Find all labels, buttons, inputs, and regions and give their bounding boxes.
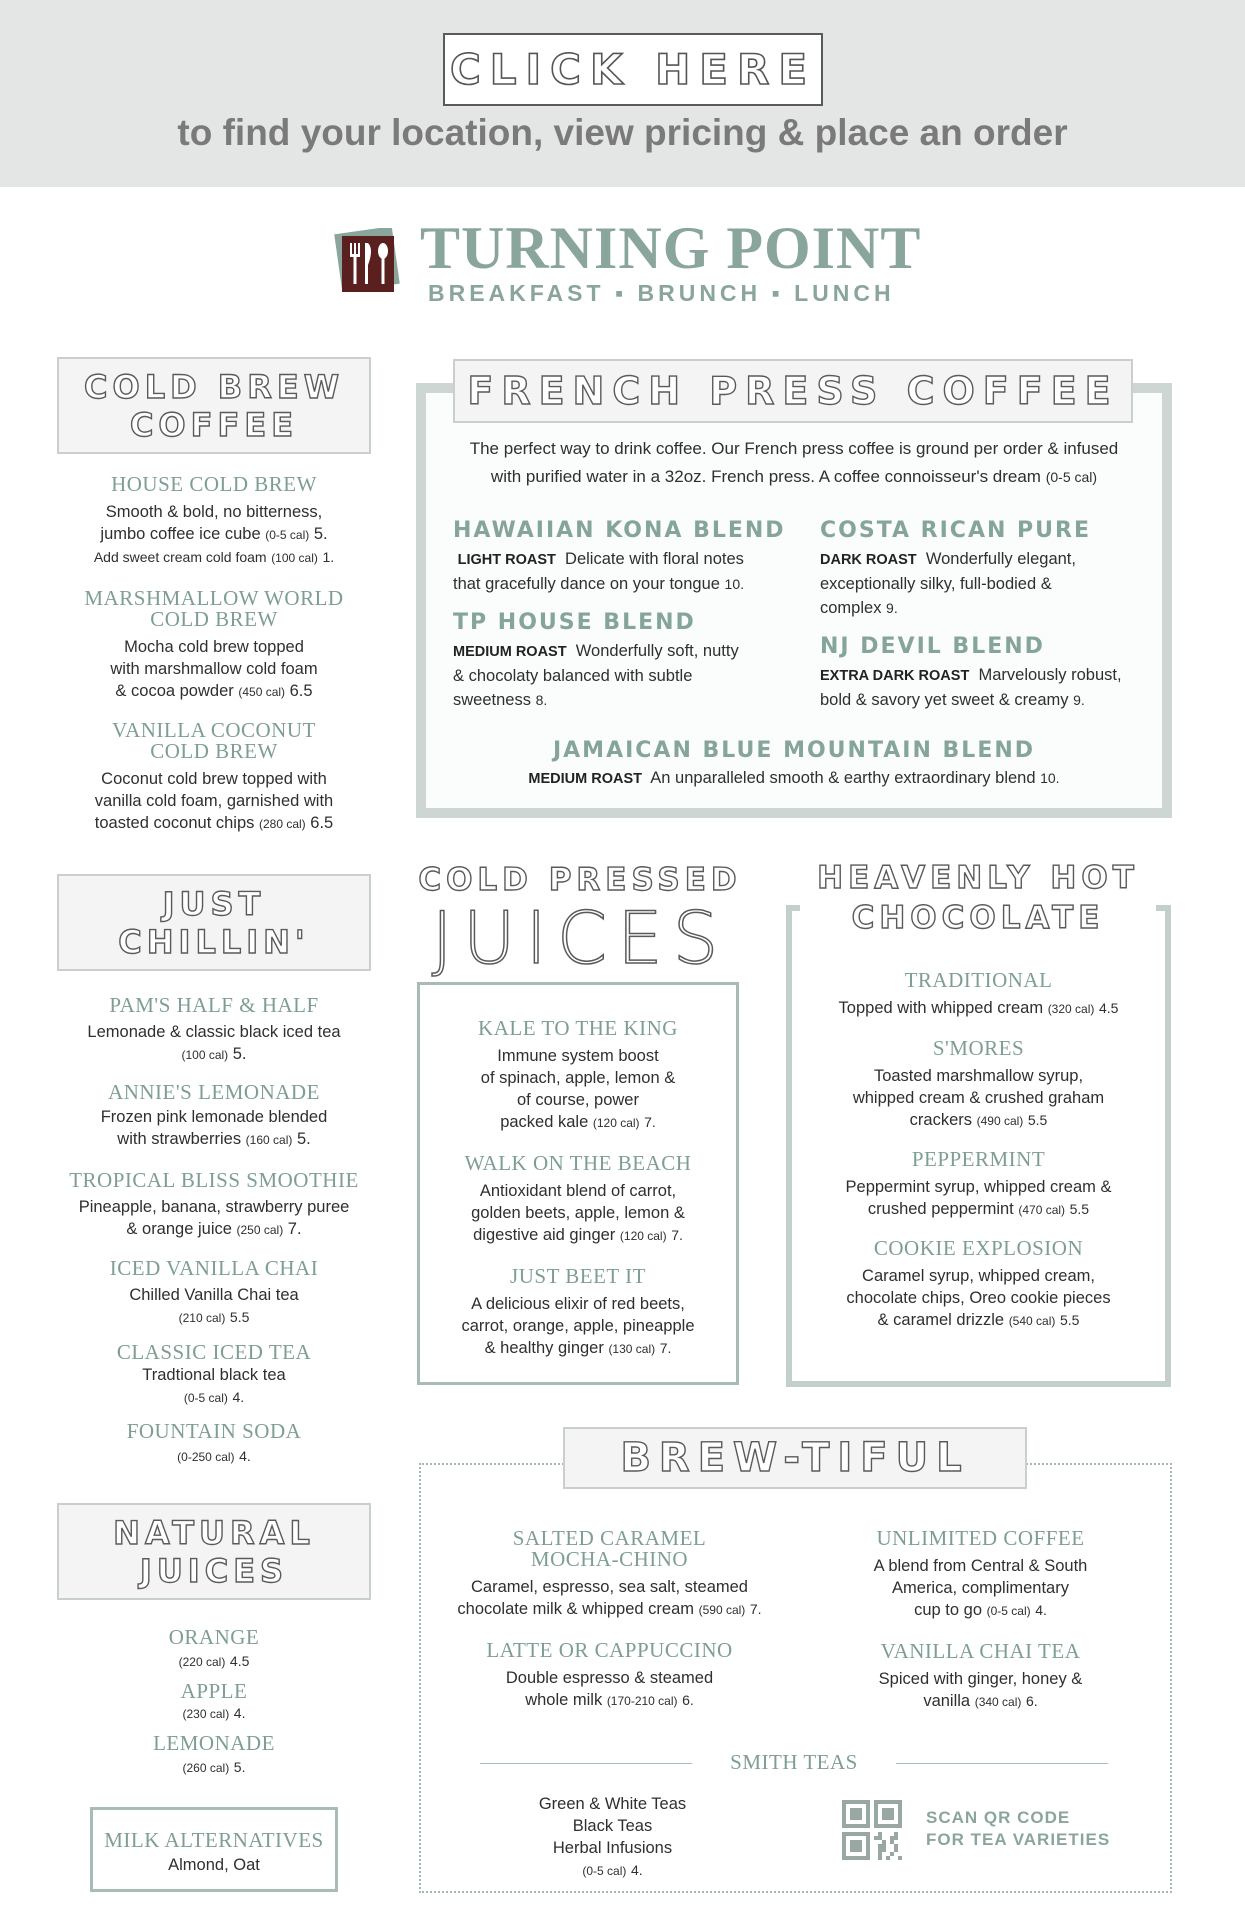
- hot-chocolate-heading-line1: HEAVENLY HOT: [817, 860, 1139, 896]
- hot-chocolate-heading: [800, 858, 1156, 938]
- natural-juices-heading-line1: NATURAL: [113, 1513, 315, 1552]
- blend-name: TP HOUSE BLEND: [453, 610, 696, 635]
- blend-tp-house: [453, 610, 803, 712]
- item-calories: (220 cal): [178, 1655, 226, 1669]
- just-chillin-heading: [57, 874, 371, 971]
- blend-desc: & chocolaty balanced with subtle: [453, 667, 693, 685]
- brewtiful-heading: [563, 1427, 1027, 1489]
- item-price: 4.: [232, 1389, 245, 1405]
- just-chillin-heading-line1: JUST: [162, 884, 266, 923]
- item-calories: (0-5 cal): [183, 1391, 228, 1405]
- item-desc: crushed peppermint: [867, 1200, 1014, 1218]
- smith-teas-title: SMITH TEAS: [730, 1750, 858, 1774]
- blend-hawaiian-kona: [453, 518, 803, 596]
- item-calories: (280 cal): [258, 817, 306, 831]
- just-chillin-heading-line2: CHILLIN': [118, 922, 310, 961]
- item-price: 5.5: [229, 1309, 250, 1325]
- natural-juices-heading: [57, 1503, 371, 1600]
- item-name: ICED VANILLA CHAI: [109, 1256, 319, 1280]
- item-name: SALTED CARAMEL: [512, 1526, 707, 1550]
- item-price: 4.5: [1098, 1000, 1119, 1016]
- blend-desc: sweetness: [453, 691, 531, 709]
- item-calories: (250 cal): [236, 1223, 284, 1237]
- item-calories: (540 cal): [1008, 1314, 1056, 1328]
- item-desc: Caramel, espresso, sea salt, steamed: [471, 1578, 748, 1596]
- item-desc: & caramel drizzle: [877, 1311, 1005, 1329]
- item-calories: (120 cal): [619, 1229, 667, 1243]
- cold-brew-heading-line1: COLD BREW: [84, 367, 344, 406]
- item-desc: whipped cream & crushed graham: [852, 1089, 1105, 1107]
- blend-desc: Marvelously robust,: [978, 666, 1122, 684]
- roast-level: MEDIUM ROAST: [453, 644, 567, 660]
- item-desc: Lemonade & classic black iced tea: [87, 1023, 341, 1041]
- item-price: 7.: [659, 1340, 672, 1356]
- item-desc: with marshmallow cold foam: [110, 660, 318, 678]
- menu-item-tropical-bliss: [57, 1170, 371, 1241]
- blend-name: COSTA RICAN PURE: [820, 518, 1092, 543]
- item-desc: Double espresso & steamed: [505, 1669, 714, 1687]
- item-name: JUST BEET IT: [510, 1264, 646, 1288]
- menu-item-pams-half-half: [57, 995, 371, 1066]
- blend-desc: complex: [820, 599, 882, 617]
- item-price: 4.: [239, 1448, 251, 1464]
- item-price: 5.: [232, 1045, 247, 1063]
- intro-line: with purified water in a 32oz. French press. A coffee connoisseur's dream: [490, 467, 1041, 486]
- menu-item-vanilla-coconut: [57, 720, 371, 835]
- click-here-label: CLICK HERE: [449, 45, 817, 94]
- item-name: MOCHA-CHINO: [530, 1547, 689, 1571]
- tea-line: Green & White Teas: [538, 1795, 687, 1813]
- menu-item-just-beet-it: [420, 1266, 736, 1360]
- item-price: 5.5: [1059, 1312, 1080, 1328]
- item-desc: digestive aid ginger: [473, 1226, 616, 1244]
- item-desc: cup to go: [914, 1601, 982, 1619]
- item-calories: (0-5 cal): [986, 1604, 1031, 1618]
- blend-desc: An unparalleled smooth & earthy extraordinary blend: [650, 769, 1036, 787]
- item-name: FOUNTAIN SODA: [126, 1419, 302, 1443]
- juices-heading-big: JUICES: [431, 896, 729, 980]
- item-name: PAM'S HALF & HALF: [109, 993, 319, 1017]
- menu-item-apple: [57, 1681, 371, 1725]
- blend-jamaican-blue-mountain: [436, 738, 1152, 790]
- item-desc: toasted coconut chips: [94, 814, 255, 832]
- item-name: WALK ON THE BEACH: [464, 1151, 692, 1175]
- item-desc: Peppermint syrup, whipped cream &: [845, 1178, 1112, 1196]
- blend-name: NJ DEVIL BLEND: [820, 634, 1045, 659]
- item-name: CLASSIC ICED TEA: [116, 1340, 312, 1364]
- item-name: S'MORES: [932, 1036, 1025, 1060]
- item-calories: (100 cal): [271, 551, 318, 565]
- item-price: 5.: [313, 525, 328, 543]
- item-calories: (490 cal): [976, 1114, 1024, 1128]
- blend-price: 9.: [886, 600, 898, 616]
- item-calories: (340 cal): [974, 1695, 1022, 1709]
- blend-costa-rican: [820, 518, 1160, 620]
- item-calories: (470 cal): [1018, 1203, 1066, 1217]
- milk-alternatives-box: [90, 1807, 338, 1892]
- item-price: 5.5: [1069, 1201, 1090, 1217]
- smith-teas-list: [490, 1793, 735, 1882]
- menu-item-smores: [792, 1038, 1165, 1132]
- item-desc: & healthy ginger: [484, 1339, 604, 1357]
- item-name: HOUSE COLD BREW: [111, 472, 317, 496]
- item-desc: Smooth & bold, no bitterness,: [105, 503, 323, 521]
- item-desc: jumbo coffee ice cube: [100, 525, 261, 543]
- item-desc: vanilla: [923, 1692, 971, 1710]
- qr-code-icon[interactable]: [842, 1800, 902, 1860]
- blend-desc: Delicate with floral notes: [565, 550, 744, 568]
- brand-name: TURNING POINT: [420, 215, 922, 281]
- item-name: APPLE: [180, 1679, 248, 1703]
- item-name: PEPPERMINT: [911, 1147, 1046, 1171]
- item-desc: chocolate milk & whipped cream: [457, 1600, 695, 1618]
- item-desc: Coconut cold brew topped with: [101, 770, 327, 788]
- item-desc: Immune system boost: [497, 1047, 659, 1065]
- item-calories: (0-5 cal): [582, 1864, 627, 1878]
- item-name: LATTE OR CAPPUCCINO: [486, 1638, 733, 1662]
- menu-item-kale-to-the-king: [420, 1018, 736, 1134]
- item-name: MILK ALTERNATIVES: [104, 1828, 324, 1852]
- item-calories: (170-210 cal): [606, 1694, 678, 1708]
- item-calories: (230 cal): [182, 1707, 230, 1721]
- menu-item-cookie-explosion: [792, 1238, 1165, 1332]
- blend-desc: exceptionally silky, full-bodied &: [820, 575, 1052, 593]
- menu-item-traditional: [792, 970, 1165, 1020]
- item-name: TRADITIONAL: [904, 968, 1053, 992]
- tea-line: Black Teas: [572, 1817, 653, 1835]
- item-desc: Spiced with ginger, honey &: [878, 1670, 1083, 1688]
- blend-desc: that gracefully dance on your tongue: [453, 575, 720, 593]
- item-price: 7.: [671, 1227, 683, 1243]
- blend-nj-devil: [820, 634, 1165, 712]
- fork-knife-spoon-icon: [332, 228, 402, 296]
- menu-item-salted-caramel-mocha-chino: [432, 1528, 787, 1621]
- tea-divider-right: [896, 1763, 1108, 1764]
- blend-name: JAMAICAN BLUE MOUNTAIN BLEND: [552, 738, 1036, 763]
- item-calories: (450 cal): [238, 685, 286, 699]
- item-price: 4.: [1035, 1602, 1047, 1618]
- blend-price: 8.: [535, 692, 548, 708]
- item-price: 4.5: [229, 1653, 250, 1669]
- item-desc: America, complimentary: [892, 1579, 1069, 1597]
- item-name: ANNIE'S LEMONADE: [108, 1080, 320, 1104]
- menu-item-classic-iced-tea: [57, 1342, 371, 1409]
- item-desc: carrot, orange, apple, pineapple: [461, 1317, 695, 1335]
- item-name: VANILLA COCONUT: [112, 718, 316, 742]
- menu-item-iced-vanilla-chai: [57, 1258, 371, 1329]
- menu-item-lemonade: [57, 1733, 371, 1779]
- item-name: VANILLA CHAI TEA: [880, 1639, 1081, 1663]
- item-price: 5.: [296, 1130, 311, 1148]
- item-price: 6.: [1025, 1693, 1038, 1709]
- item-name: UNLIMITED COFFEE: [876, 1526, 1085, 1550]
- item-calories: (320 cal): [1047, 1002, 1095, 1016]
- item-desc: Antioxidant blend of carrot,: [479, 1182, 677, 1200]
- item-calories: (0-250 cal): [177, 1450, 235, 1464]
- item-desc: Tradtional black tea: [142, 1366, 286, 1384]
- item-price: 5.5: [1027, 1112, 1048, 1128]
- menu-item-orange: [57, 1627, 371, 1673]
- menu-item-peppermint: [792, 1149, 1165, 1221]
- item-desc: Add sweet cream cold foam: [93, 549, 267, 565]
- item-calories: (100 cal): [181, 1048, 229, 1062]
- cold-brew-heading-line2: COFFEE: [129, 405, 299, 444]
- item-desc: A blend from Central & South: [873, 1557, 1088, 1575]
- menu-item-fountain-soda: [57, 1421, 371, 1468]
- french-press-heading: [453, 359, 1133, 423]
- tea-divider-left: [480, 1763, 692, 1764]
- brewtiful-heading-text: BREW-TIFUL: [620, 1435, 970, 1481]
- roast-level: MEDIUM ROAST: [528, 771, 643, 787]
- item-desc: crackers: [909, 1111, 972, 1129]
- item-name: LEMONADE: [153, 1731, 275, 1755]
- item-desc: Caramel syrup, whipped cream,: [862, 1267, 1095, 1285]
- qr-label-line: FOR TEA VARIETIES: [926, 1830, 1111, 1849]
- item-price: 5.: [233, 1759, 246, 1775]
- natural-juices-heading-line2: JUICES: [139, 1551, 289, 1590]
- blend-price: 9.: [1073, 692, 1085, 708]
- item-name: ORANGE: [168, 1625, 260, 1649]
- item-desc: Pineapple, banana, strawberry puree: [78, 1198, 350, 1216]
- item-desc: packed kale: [500, 1113, 589, 1131]
- item-calories: (160 cal): [245, 1133, 293, 1147]
- menu-item-house-cold-brew: [57, 474, 371, 569]
- qr-label-line: SCAN QR CODE: [926, 1808, 1071, 1827]
- item-calories: (590 cal): [698, 1603, 746, 1617]
- item-desc: A delicious elixir of red beets,: [471, 1295, 685, 1313]
- blend-desc: Wonderfully soft, nutty: [575, 642, 739, 660]
- item-desc: with strawberries: [117, 1130, 242, 1148]
- item-price: 6.: [682, 1692, 694, 1708]
- french-press-heading-text: FRENCH PRESS COFFEE: [467, 369, 1119, 413]
- blend-price: 10.: [724, 576, 744, 592]
- item-name: KALE TO THE KING: [478, 1016, 678, 1040]
- item-price: 4.: [630, 1862, 643, 1878]
- menu-item-latte-or-cappuccino: [432, 1640, 787, 1712]
- item-calories: (130 cal): [608, 1342, 656, 1356]
- cold-brew-heading: [57, 357, 371, 454]
- item-desc: Frozen pink lemonade blended: [100, 1108, 328, 1126]
- roast-level: DARK ROAST: [820, 552, 917, 568]
- item-calories: (260 cal): [182, 1761, 230, 1775]
- menu-item-walk-on-the-beach: [420, 1153, 736, 1247]
- item-desc: chocolate chips, Oreo cookie pieces: [846, 1289, 1111, 1307]
- item-desc: Almond, Oat: [168, 1856, 260, 1874]
- item-desc: & orange juice: [126, 1220, 232, 1238]
- banner-subtitle[interactable]: to find your location, view pricing & place an order: [177, 112, 1068, 153]
- brand-tagline: BREAKFAST ▪ BRUNCH ▪ LUNCH: [428, 280, 895, 306]
- french-press-intro: [436, 435, 1152, 491]
- item-desc: vanilla cold foam, garnished with: [94, 792, 334, 810]
- item-name: COOKIE EXPLOSION: [873, 1236, 1084, 1260]
- item-desc: Toasted marshmallow syrup,: [873, 1067, 1084, 1085]
- roast-level: LIGHT ROAST: [457, 552, 556, 568]
- blend-price: 10.: [1040, 770, 1060, 786]
- item-price: 7.: [644, 1114, 656, 1130]
- item-desc: & cocoa powder: [115, 682, 234, 700]
- item-name: COLD BREW: [150, 607, 278, 631]
- item-price: 6.5: [310, 814, 334, 832]
- blend-desc: Wonderfully elegant,: [925, 550, 1076, 568]
- item-calories: (0-5 cal): [265, 528, 310, 542]
- item-desc: of spinach, apple, lemon &: [480, 1069, 676, 1087]
- intro-calories: (0-5 cal): [1045, 469, 1098, 485]
- item-name: COLD BREW: [150, 739, 278, 763]
- item-calories: (210 cal): [178, 1311, 226, 1325]
- item-desc: whole milk: [525, 1691, 603, 1709]
- item-price: 7.: [287, 1220, 302, 1238]
- item-desc: Mocha cold brew topped: [124, 638, 304, 656]
- item-name: TROPICAL BLISS SMOOTHIE: [69, 1168, 359, 1192]
- item-price: 4.: [233, 1705, 246, 1721]
- menu-item-vanilla-chai-tea: [808, 1641, 1153, 1713]
- juices-heading-top: COLD PRESSED: [418, 862, 742, 898]
- item-desc: Topped with whipped cream: [838, 999, 1044, 1017]
- menu-item-unlimited-coffee: [808, 1528, 1153, 1622]
- hot-chocolate-heading-line2: CHOCOLATE: [851, 900, 1105, 936]
- item-desc: of course, power: [517, 1091, 639, 1109]
- menu-item-annies-lemonade: [57, 1082, 371, 1151]
- item-desc: Chilled Vanilla Chai tea: [129, 1286, 299, 1304]
- click-here-button[interactable]: [443, 33, 823, 106]
- tea-line: Herbal Infusions: [552, 1839, 673, 1857]
- qr-label: [926, 1807, 1110, 1851]
- item-calories: (120 cal): [592, 1116, 640, 1130]
- roast-level: EXTRA DARK ROAST: [820, 668, 970, 684]
- intro-line: The perfect way to drink coffee. Our French press coffee is ground per order & infused: [469, 439, 1119, 458]
- blend-desc: bold & savory yet sweet & creamy: [820, 691, 1069, 709]
- menu-item-marshmallow-world: [57, 588, 371, 703]
- blend-name: HAWAIIAN KONA BLEND: [453, 518, 786, 543]
- item-price: 6.5: [289, 682, 313, 700]
- item-name: MARSHMALLOW WORLD: [84, 586, 344, 610]
- item-price: 1.: [322, 549, 335, 565]
- item-price: 7.: [749, 1601, 762, 1617]
- item-desc: golden beets, apple, lemon &: [471, 1204, 685, 1222]
